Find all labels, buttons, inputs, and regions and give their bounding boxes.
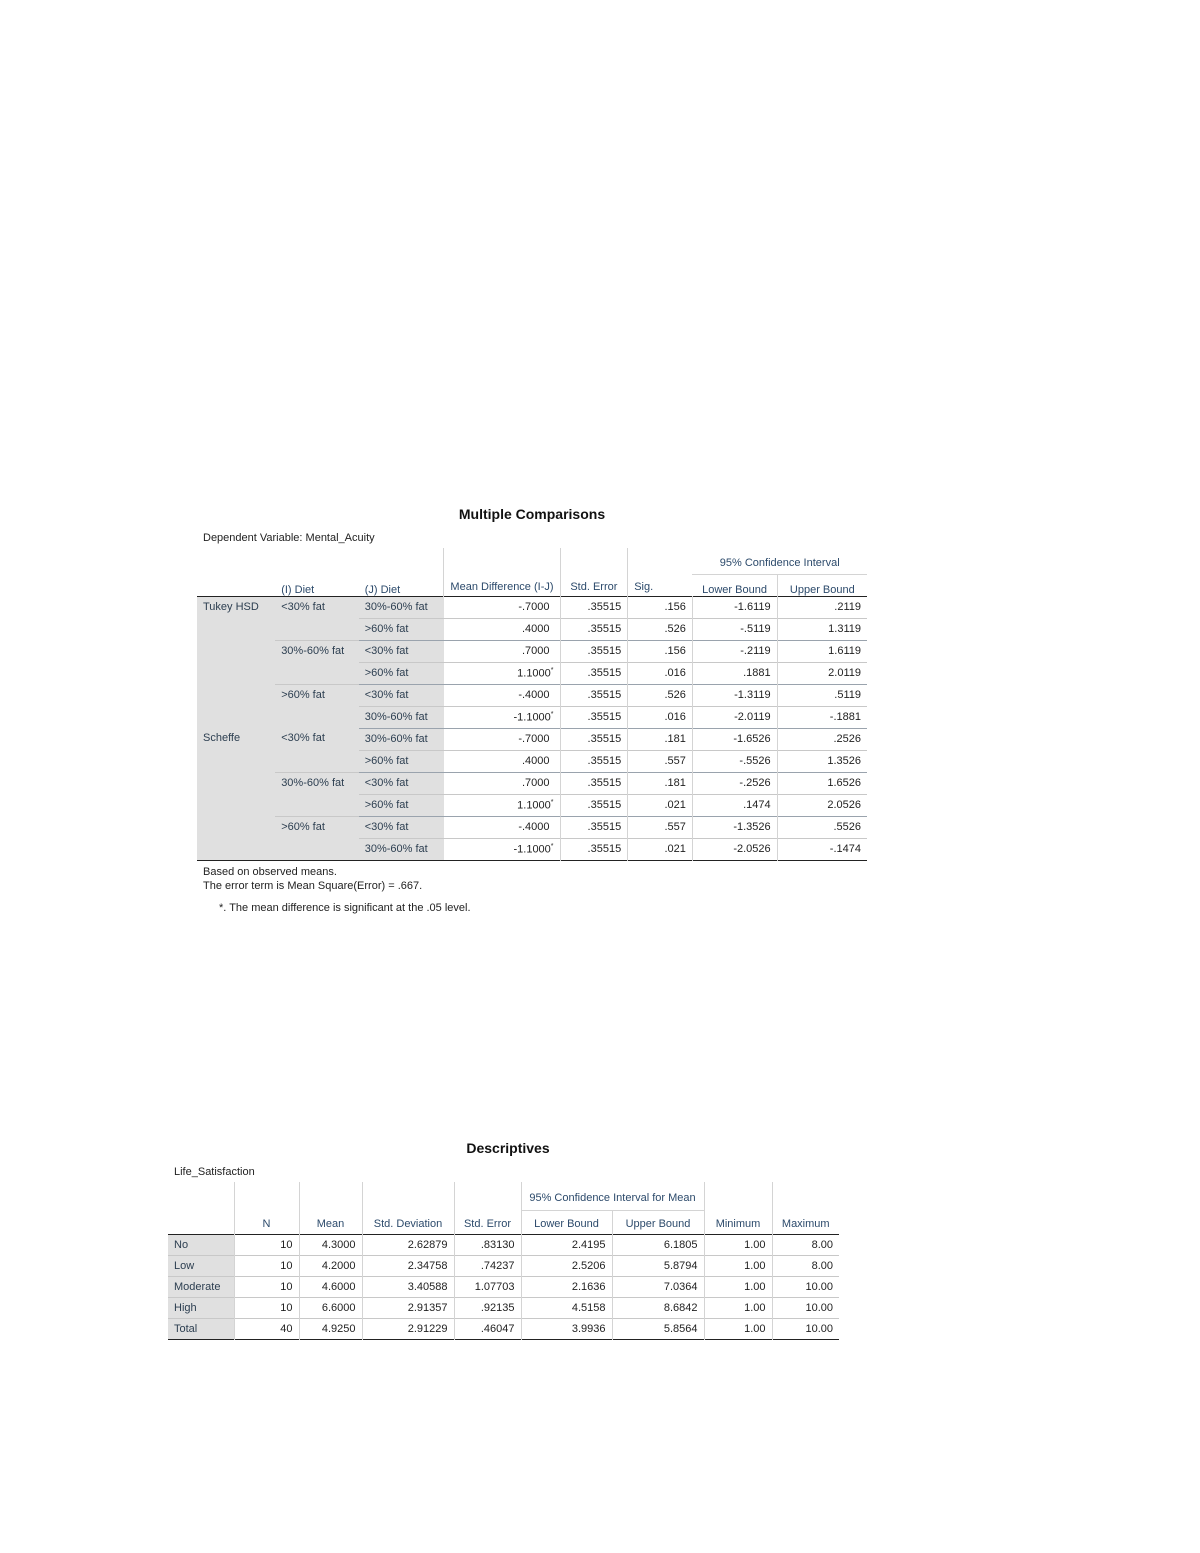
row-label: Total: [168, 1318, 234, 1339]
i-diet-label: >60% fat: [275, 816, 359, 860]
desc-header-lower-bound: Lower Bound: [521, 1210, 612, 1234]
mean-difference-value: 1.1000: [517, 799, 551, 812]
std-error-cell: .35515: [560, 706, 628, 728]
desc-sd-cell: 2.91357: [362, 1297, 454, 1318]
multiple-comparisons-footnotes: [203, 865, 867, 915]
method-label: Tukey HSD: [197, 596, 275, 728]
mean-difference-value: -.7000: [518, 733, 550, 745]
upper-bound-cell: .5526: [777, 816, 867, 838]
desc-min-cell: 1.00: [704, 1297, 772, 1318]
desc-header-upper-bound: Upper Bound: [612, 1210, 704, 1234]
desc-header-minimum: Minimum: [704, 1182, 772, 1234]
table-row: [197, 596, 867, 618]
sig-cell: .156: [628, 596, 693, 618]
desc-n-cell: 10: [234, 1276, 299, 1297]
desc-se-cell: .74237: [454, 1255, 521, 1276]
header-std-error: Std. Error: [560, 548, 628, 596]
significance-marker: *: [550, 842, 554, 850]
j-diet-label: <30% fat: [359, 640, 444, 662]
table-row: [197, 728, 867, 750]
mean-difference-cell: [444, 684, 560, 706]
multiple-comparisons-table: [197, 548, 867, 861]
std-error-cell: .35515: [560, 684, 628, 706]
i-diet-label: 30%-60% fat: [275, 772, 359, 816]
lower-bound-cell: -1.6119: [692, 596, 777, 618]
header-sig: Sig.: [628, 548, 693, 596]
desc-header-mean: Mean: [299, 1182, 362, 1234]
mean-difference-cell: [444, 750, 560, 772]
desc-n-cell: 10: [234, 1234, 299, 1255]
dependent-variable-label: Dependent Variable: Mental_Acuity: [203, 532, 375, 544]
footnote-observed-means: Based on observed means.: [203, 865, 337, 878]
desc-n-cell: 40: [234, 1318, 299, 1339]
mean-difference-value: -.4000: [518, 689, 550, 701]
header-lower-bound: Lower Bound: [692, 574, 777, 596]
lower-bound-cell: .1474: [692, 794, 777, 816]
upper-bound-cell: 1.3119: [777, 618, 867, 640]
desc-lb-cell: 2.5206: [521, 1255, 612, 1276]
i-diet-label: <30% fat: [275, 728, 359, 772]
desc-min-cell: 1.00: [704, 1276, 772, 1297]
method-label: Scheffe: [197, 728, 275, 860]
mean-difference-value: -1.1000: [513, 711, 551, 724]
mean-difference-value: -.7000: [518, 601, 550, 613]
header-i-diet: (I) Diet: [281, 583, 315, 596]
j-diet-label: <30% fat: [359, 684, 444, 706]
desc-max-cell: 10.00: [772, 1276, 839, 1297]
descriptives-variable-label: Life_Satisfaction: [174, 1166, 255, 1178]
desc-se-cell: .92135: [454, 1297, 521, 1318]
std-error-cell: .35515: [560, 750, 628, 772]
row-label: Low: [168, 1255, 234, 1276]
upper-bound-cell: .2119: [777, 596, 867, 618]
desc-lb-cell: 3.9936: [521, 1318, 612, 1339]
desc-max-cell: 10.00: [772, 1318, 839, 1339]
lower-bound-cell: -1.3526: [692, 816, 777, 838]
row-label: No: [168, 1234, 234, 1255]
mean-difference-value: .4000: [522, 623, 550, 635]
desc-lb-cell: 2.1636: [521, 1276, 612, 1297]
desc-min-cell: 1.00: [704, 1255, 772, 1276]
multiple-comparisons-title: Multiple Comparisons: [458, 506, 606, 522]
std-error-cell: .35515: [560, 728, 628, 750]
desc-n-cell: 10: [234, 1255, 299, 1276]
table-row: [197, 816, 867, 838]
mean-difference-value: -1.1000: [513, 843, 551, 856]
header-mean-difference: Mean Difference (I-J): [444, 548, 560, 596]
i-diet-label: 30%-60% fat: [275, 640, 359, 684]
table-row: [197, 640, 867, 662]
mean-difference-cell: [444, 838, 560, 860]
mean-difference-value: 1.1000: [517, 667, 551, 680]
sig-cell: .557: [628, 750, 693, 772]
sig-cell: .526: [628, 618, 693, 640]
significance-marker: *: [550, 710, 554, 718]
std-error-cell: .35515: [560, 816, 628, 838]
j-diet-label: <30% fat: [359, 772, 444, 794]
desc-ub-cell: 5.8564: [612, 1318, 704, 1339]
desc-mean-cell: 6.6000: [299, 1297, 362, 1318]
lower-bound-cell: -2.0119: [692, 706, 777, 728]
mean-difference-cell: [444, 618, 560, 640]
mean-difference-value: .4000: [522, 755, 550, 767]
desc-min-cell: 1.00: [704, 1318, 772, 1339]
upper-bound-cell: .5119: [777, 684, 867, 706]
sig-cell: .016: [628, 706, 693, 728]
sig-cell: .181: [628, 772, 693, 794]
table-row: [168, 1234, 839, 1255]
multiple-comparisons-body: [197, 596, 867, 860]
mean-difference-cell: [444, 816, 560, 838]
desc-sd-cell: 3.40588: [362, 1276, 454, 1297]
i-diet-label: <30% fat: [275, 596, 359, 640]
desc-ub-cell: 7.0364: [612, 1276, 704, 1297]
std-error-cell: .35515: [560, 596, 628, 618]
upper-bound-cell: 1.3526: [777, 750, 867, 772]
desc-sd-cell: 2.34758: [362, 1255, 454, 1276]
desc-max-cell: 10.00: [772, 1297, 839, 1318]
j-diet-label: >60% fat: [359, 794, 444, 816]
desc-header-confidence-interval: 95% Confidence Interval for Mean: [521, 1182, 704, 1210]
row-label: High: [168, 1297, 234, 1318]
upper-bound-cell: -.1474: [777, 838, 867, 860]
footnote-error-term: The error term is Mean Square(Error) = .667.: [203, 879, 423, 892]
desc-ub-cell: 8.6842: [612, 1297, 704, 1318]
std-error-cell: .35515: [560, 640, 628, 662]
header-confidence-interval: 95% Confidence Interval: [719, 556, 840, 569]
descriptives-block: [168, 1140, 848, 1340]
mean-difference-cell: [444, 794, 560, 816]
desc-lb-cell: 4.5158: [521, 1297, 612, 1318]
significance-marker: *: [550, 666, 554, 674]
table-row: [168, 1318, 839, 1339]
desc-mean-cell: 4.2000: [299, 1255, 362, 1276]
j-diet-label: 30%-60% fat: [359, 706, 444, 728]
desc-sd-cell: 2.91229: [362, 1318, 454, 1339]
upper-bound-cell: 2.0119: [777, 662, 867, 684]
upper-bound-cell: 1.6119: [777, 640, 867, 662]
sig-cell: .156: [628, 640, 693, 662]
desc-header-std-error: Std. Error: [454, 1182, 521, 1234]
std-error-cell: .35515: [560, 794, 628, 816]
header-j-diet: (J) Diet: [364, 583, 401, 596]
sig-cell: .557: [628, 816, 693, 838]
table-row: [168, 1255, 839, 1276]
descriptives-table: [168, 1182, 839, 1340]
mean-difference-cell: [444, 640, 560, 662]
desc-min-cell: 1.00: [704, 1234, 772, 1255]
desc-mean-cell: 4.6000: [299, 1276, 362, 1297]
desc-se-cell: .46047: [454, 1318, 521, 1339]
lower-bound-cell: -1.3119: [692, 684, 777, 706]
j-diet-label: >60% fat: [359, 662, 444, 684]
table-row: [168, 1276, 839, 1297]
desc-header-std-deviation: Std. Deviation: [362, 1182, 454, 1234]
std-error-cell: .35515: [560, 838, 628, 860]
desc-header-maximum: Maximum: [772, 1182, 839, 1234]
desc-mean-cell: 4.3000: [299, 1234, 362, 1255]
j-diet-label: 30%-60% fat: [359, 596, 444, 618]
j-diet-label: >60% fat: [359, 750, 444, 772]
lower-bound-cell: -.5119: [692, 618, 777, 640]
sig-cell: .021: [628, 838, 693, 860]
upper-bound-cell: .2526: [777, 728, 867, 750]
table-row: [197, 684, 867, 706]
mean-difference-cell: [444, 728, 560, 750]
mean-difference-cell: [444, 706, 560, 728]
mean-difference-value: .7000: [522, 777, 550, 789]
desc-ub-cell: 5.8794: [612, 1255, 704, 1276]
desc-mean-cell: 4.9250: [299, 1318, 362, 1339]
i-diet-label: >60% fat: [275, 684, 359, 728]
sig-cell: .016: [628, 662, 693, 684]
mean-difference-value: .7000: [522, 645, 550, 657]
desc-se-cell: 1.07703: [454, 1276, 521, 1297]
std-error-cell: .35515: [560, 618, 628, 640]
desc-header-n: N: [234, 1182, 299, 1234]
desc-n-cell: 10: [234, 1297, 299, 1318]
lower-bound-cell: -.2526: [692, 772, 777, 794]
desc-max-cell: 8.00: [772, 1234, 839, 1255]
j-diet-label: >60% fat: [359, 618, 444, 640]
mean-difference-value: -.4000: [518, 821, 550, 833]
mean-difference-cell: [444, 596, 560, 618]
desc-se-cell: .83130: [454, 1234, 521, 1255]
desc-lb-cell: 2.4195: [521, 1234, 612, 1255]
table-row: [168, 1297, 839, 1318]
desc-ub-cell: 6.1805: [612, 1234, 704, 1255]
mean-difference-cell: [444, 662, 560, 684]
descriptives-body: [168, 1234, 839, 1339]
sig-cell: .526: [628, 684, 693, 706]
j-diet-label: <30% fat: [359, 816, 444, 838]
sig-cell: .181: [628, 728, 693, 750]
desc-sd-cell: 2.62879: [362, 1234, 454, 1255]
upper-bound-cell: 2.0526: [777, 794, 867, 816]
j-diet-label: 30%-60% fat: [359, 838, 444, 860]
row-label: Moderate: [168, 1276, 234, 1297]
header-upper-bound: Upper Bound: [777, 574, 867, 596]
lower-bound-cell: -.2119: [692, 640, 777, 662]
upper-bound-cell: -.1881: [777, 706, 867, 728]
j-diet-label: 30%-60% fat: [359, 728, 444, 750]
desc-max-cell: 8.00: [772, 1255, 839, 1276]
descriptives-title: Descriptives: [466, 1140, 550, 1156]
footnote-significance: *. The mean difference is significant at the .05 level.: [219, 901, 471, 914]
lower-bound-cell: -.5526: [692, 750, 777, 772]
significance-marker: *: [550, 798, 554, 806]
sig-cell: .021: [628, 794, 693, 816]
lower-bound-cell: .1881: [692, 662, 777, 684]
mean-difference-cell: [444, 772, 560, 794]
std-error-cell: .35515: [560, 772, 628, 794]
upper-bound-cell: 1.6526: [777, 772, 867, 794]
multiple-comparisons-block: [197, 506, 867, 915]
lower-bound-cell: -1.6526: [692, 728, 777, 750]
lower-bound-cell: -2.0526: [692, 838, 777, 860]
table-row: [197, 772, 867, 794]
std-error-cell: .35515: [560, 662, 628, 684]
